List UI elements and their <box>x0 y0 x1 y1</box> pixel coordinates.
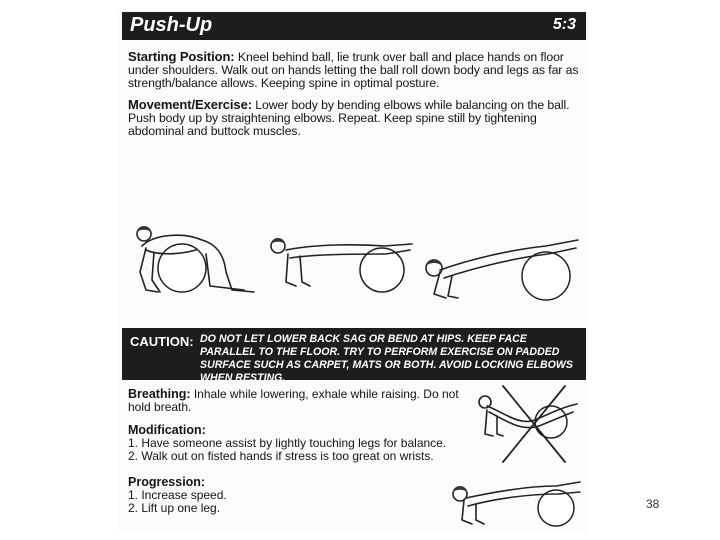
breathing-label: Breathing: <box>128 387 191 401</box>
progression-section <box>128 476 473 515</box>
list-item: 2. Walk out on fisted hands if stress is too great on wrists. <box>128 449 434 463</box>
starting-position-label: Starting Position: <box>128 49 235 64</box>
movement-text: Lower body by bending elbows while balancing on the ball. Push body up by straightening elbows. Repeat. Keep spine still by tightening abdominal and buttock muscles. <box>128 98 570 138</box>
page-number: 38 <box>646 497 660 511</box>
caution-text: DO NOT LET LOWER BACK SAG OR BEND AT HIPS. KEEP FACE PARALLEL TO THE FLOOR. TRY TO PERFORM EXERCISE ON PADDED SURFACE SUCH AS CARPET, MATS OR BOTH. AVOID LOCKING ELBOWS WHEN RESTING. <box>200 333 573 384</box>
movement-section <box>128 98 583 138</box>
list-item: 1. Increase speed. <box>128 488 227 502</box>
pushup-ball-shins-illustration <box>418 232 583 308</box>
progression-list <box>128 489 473 515</box>
starting-position-section <box>128 50 583 90</box>
exercise-sheet <box>118 10 588 532</box>
modification-label: Modification: <box>128 423 206 437</box>
modification-list <box>128 437 473 463</box>
progression-label: Progression: <box>128 475 206 489</box>
starting-position-text: Kneel behind ball, lie trunk over ball and place hands on floor under shoulders. Walk out on hands letting the ball roll down body and legs as far as strength/balance allows. Keeping spine in optimal posture. <box>128 50 579 90</box>
incorrect-form-illustration <box>473 378 583 468</box>
caution-label: CAUTION: <box>130 334 194 349</box>
modification-section <box>128 424 473 463</box>
list-item: 2. Lift up one leg. <box>128 501 221 515</box>
breathing-text: Inhale while lowering, exhale while raising. Do not hold breath. <box>128 387 459 414</box>
one-leg-raised-illustration <box>448 468 583 530</box>
pushup-ball-thighs-illustration <box>266 224 416 304</box>
movement-label: Movement/Exercise: <box>128 97 252 112</box>
caution-bar <box>122 328 586 384</box>
kneeling-over-ball-illustration <box>124 210 264 310</box>
list-item: 1. Have someone assist by lightly touching legs for balance. <box>128 436 447 450</box>
exercise-title: Push-Up <box>130 14 213 36</box>
exercise-code: 5:3 <box>552 16 576 33</box>
breathing-section <box>128 388 473 414</box>
title-bar <box>122 12 586 40</box>
